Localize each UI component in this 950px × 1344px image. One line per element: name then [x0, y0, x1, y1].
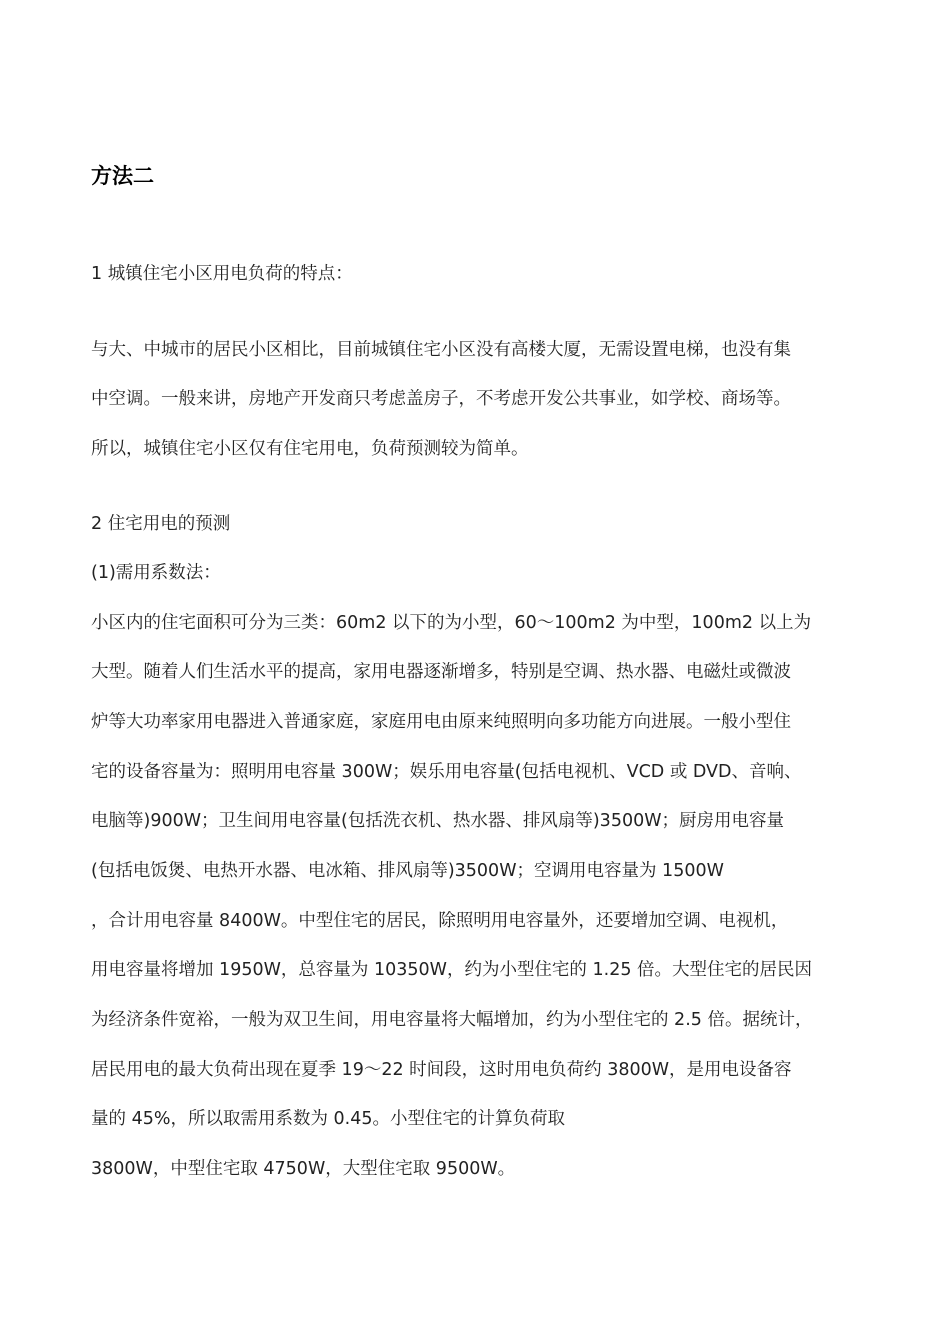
section-heading: 2 住宅用电的预测: [91, 514, 231, 534]
paragraph-line: 居民用电的最大负荷出现在夏季 19～22 时间段，这时用电负荷约 3800W，是用电设备容: [91, 1060, 792, 1080]
paragraph-line: 为经济条件宽裕，一般为双卫生间，用电容量将大幅增加，约为小型住宅的 2.5 倍。据统计，: [91, 1010, 813, 1030]
paragraph-line: 大型。随着人们生活水平的提高，家用电器逐渐增多，特别是空调、热水器、电磁灶或微波: [91, 662, 791, 682]
paragraph-line: 所以，城镇住宅小区仅有住宅用电，负荷预测较为简单。: [91, 439, 529, 459]
paragraph-line: 小区内的住宅面积可分为三类：60m2 以下的为小型，60～100m2 为中型，100m2 以上为: [91, 613, 812, 633]
paragraph-line: 炉等大功率家用电器进入普通家庭，家庭用电由原来纯照明向多功能方向进展。一般小型住: [91, 712, 791, 732]
paragraph-line: 用电容量将增加 1950W，总容量为 10350W，约为小型住宅的 1.25 倍。大型住宅的居民因: [91, 960, 813, 980]
subsection-heading: (1)需用系数法：: [91, 563, 221, 583]
paragraph-line: 宅的设备容量为：照明用电容量 300W；娱乐用电容量(包括电视机、VCD 或 DVD、音响、: [91, 762, 802, 782]
paragraph-line: ，合计用电容量 8400W。中型住宅的居民，除照明用电容量外，还要增加空调、电视机，: [91, 911, 789, 931]
paragraph-line: 3800W，中型住宅取 4750W，大型住宅取 9500W。: [91, 1159, 516, 1179]
paragraph-line: 量的 45%，所以取需用系数为 0.45。小型住宅的计算负荷取: [91, 1109, 565, 1129]
paragraph-line: 中空调。一般来讲，房地产开发商只考虑盖房子，不考虑开发公共事业，如学校、商场等。: [91, 389, 791, 409]
paragraph-line: (包括电饭煲、电热开水器、电冰箱、排风扇等)3500W；空调用电容量为 1500W: [91, 861, 724, 881]
paragraph-line: 电脑等)900W；卫生间用电容量(包括洗衣机、热水器、排风扇等)3500W；厨房用电容量: [91, 811, 785, 831]
paragraph-line: 与大、中城市的居民小区相比，目前城镇住宅小区没有高楼大厦，无需设置电梯，也没有集: [91, 340, 791, 360]
section-heading: 1 城镇住宅小区用电负荷的特点：: [91, 264, 353, 284]
document-title: 方法二: [91, 164, 154, 188]
